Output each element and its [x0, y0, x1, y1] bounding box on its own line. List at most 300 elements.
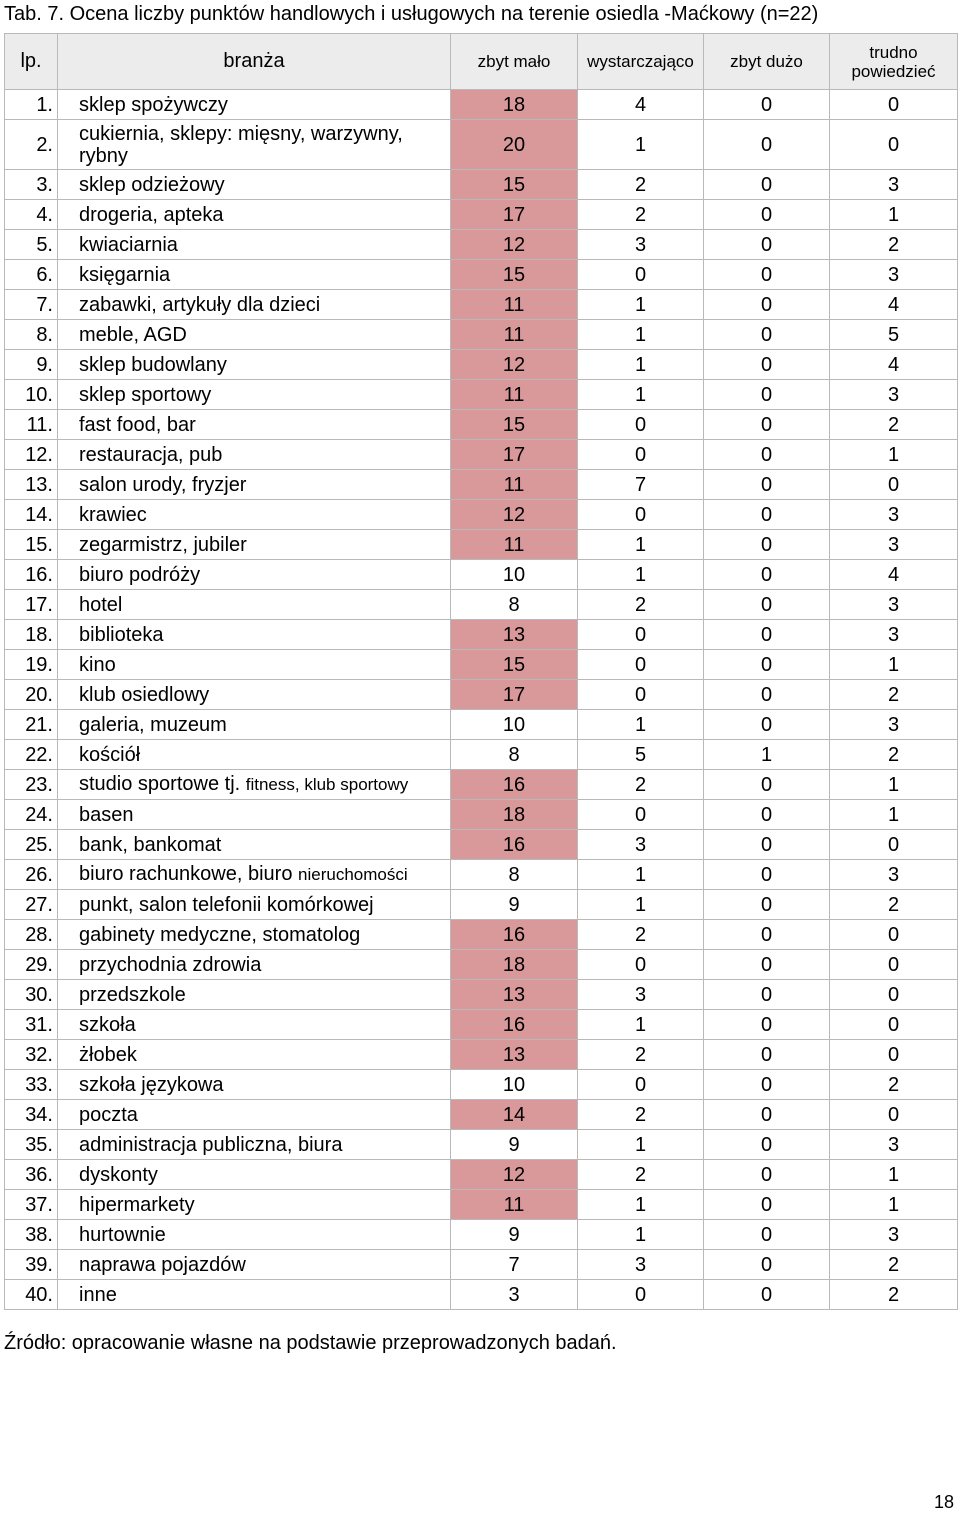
row-branza [58, 440, 451, 470]
branza-text: biuro rachunkowe, biuro [79, 863, 299, 885]
row-number: 28. [5, 920, 58, 950]
cell-zbyt-duzo: 0 [704, 980, 830, 1010]
table-row [5, 830, 958, 860]
cell-trudno: 2 [830, 680, 958, 710]
row-number: 6. [5, 260, 58, 290]
row-number: 37. [5, 1190, 58, 1220]
cell-zbyt-duzo: 0 [704, 560, 830, 590]
cell-zbyt-malo: 15 [451, 650, 578, 680]
row-branza [58, 470, 451, 500]
cell-wystarczajaco: 1 [578, 530, 704, 560]
table-row [5, 260, 958, 290]
row-branza [58, 770, 451, 800]
table-row [5, 470, 958, 500]
data-table [4, 33, 958, 1310]
branza-text: cukiernia, sklepy: mięsny, warzywny, rybny [79, 122, 403, 167]
row-number: 23. [5, 770, 58, 800]
cell-zbyt-duzo: 0 [704, 500, 830, 530]
row-branza [58, 1070, 451, 1100]
cell-wystarczajaco: 1 [578, 290, 704, 320]
branza-text: restauracja, pub [79, 443, 223, 466]
cell-trudno: 4 [830, 560, 958, 590]
cell-wystarczajaco: 0 [578, 1280, 704, 1310]
table-row [5, 290, 958, 320]
branza-text: inne [79, 1283, 117, 1306]
cell-zbyt-malo: 14 [451, 1100, 578, 1130]
table-row [5, 890, 958, 920]
table-row [5, 590, 958, 620]
cell-wystarczajaco: 0 [578, 620, 704, 650]
cell-zbyt-malo: 15 [451, 260, 578, 290]
row-branza [58, 530, 451, 560]
cell-zbyt-duzo: 0 [704, 200, 830, 230]
table-row [5, 920, 958, 950]
table-row [5, 650, 958, 680]
cell-zbyt-duzo: 0 [704, 170, 830, 200]
cell-wystarczajaco: 1 [578, 350, 704, 380]
row-number: 17. [5, 590, 58, 620]
cell-trudno: 1 [830, 440, 958, 470]
cell-zbyt-duzo: 0 [704, 860, 830, 890]
row-branza [58, 90, 451, 120]
cell-zbyt-duzo: 0 [704, 920, 830, 950]
cell-zbyt-malo: 12 [451, 500, 578, 530]
cell-wystarczajaco: 7 [578, 470, 704, 500]
cell-zbyt-malo: 10 [451, 560, 578, 590]
cell-wystarczajaco: 0 [578, 650, 704, 680]
table-row [5, 1100, 958, 1130]
table-row [5, 320, 958, 350]
cell-zbyt-duzo: 0 [704, 950, 830, 980]
branza-text: szkoła [79, 1013, 136, 1036]
branza-text: naprawa pojazdów [79, 1253, 246, 1276]
branza-text: basen [79, 803, 134, 826]
row-branza [58, 290, 451, 320]
row-branza [58, 860, 451, 890]
cell-trudno: 2 [830, 740, 958, 770]
cell-zbyt-malo: 16 [451, 920, 578, 950]
row-branza [58, 380, 451, 410]
cell-zbyt-malo: 18 [451, 950, 578, 980]
row-number: 29. [5, 950, 58, 980]
cell-zbyt-malo: 16 [451, 770, 578, 800]
branza-text-small: nieruchomości [298, 865, 408, 884]
cell-trudno: 3 [830, 1220, 958, 1250]
cell-zbyt-malo: 9 [451, 890, 578, 920]
table-row [5, 230, 958, 260]
cell-zbyt-malo: 12 [451, 1160, 578, 1190]
row-branza [58, 980, 451, 1010]
table-caption: Tab. 7. Ocena liczby punktów handlowych i usługowych na terenie osiedla -Maćkowy (n=22) [4, 3, 819, 25]
branza-text: galeria, muzeum [79, 713, 227, 736]
cell-zbyt-duzo: 0 [704, 710, 830, 740]
cell-zbyt-malo: 8 [451, 860, 578, 890]
cell-trudno: 0 [830, 1040, 958, 1070]
row-number: 13. [5, 470, 58, 500]
table-row [5, 380, 958, 410]
row-number: 10. [5, 380, 58, 410]
row-number: 22. [5, 740, 58, 770]
row-number: 40. [5, 1280, 58, 1310]
row-branza [58, 410, 451, 440]
row-number: 15. [5, 530, 58, 560]
row-branza [58, 1130, 451, 1160]
row-number: 9. [5, 350, 58, 380]
cell-wystarczajaco: 1 [578, 1190, 704, 1220]
source-note: Źródło: opracowanie własne na podstawie przeprowadzonych badań. [4, 1332, 617, 1354]
cell-zbyt-duzo: 0 [704, 470, 830, 500]
cell-trudno: 0 [830, 120, 958, 170]
row-number: 31. [5, 1010, 58, 1040]
row-number: 32. [5, 1040, 58, 1070]
table-row [5, 1010, 958, 1040]
cell-zbyt-malo: 15 [451, 410, 578, 440]
cell-trudno: 0 [830, 90, 958, 120]
cell-zbyt-malo: 9 [451, 1130, 578, 1160]
branza-text: sklep budowlany [79, 353, 227, 376]
header-lp: lp. [5, 34, 58, 90]
branza-text: sklep sportowy [79, 383, 212, 406]
cell-trudno: 1 [830, 1190, 958, 1220]
branza-text: punkt, salon telefonii komórkowej [79, 893, 374, 916]
cell-zbyt-malo: 18 [451, 800, 578, 830]
cell-wystarczajaco: 4 [578, 90, 704, 120]
cell-trudno: 0 [830, 950, 958, 980]
cell-wystarczajaco: 3 [578, 980, 704, 1010]
branza-text: dyskonty [79, 1163, 158, 1186]
cell-zbyt-duzo: 0 [704, 680, 830, 710]
cell-zbyt-malo: 20 [451, 120, 578, 170]
row-number: 27. [5, 890, 58, 920]
cell-zbyt-malo: 18 [451, 90, 578, 120]
table-row [5, 560, 958, 590]
table-row [5, 1130, 958, 1160]
branza-text: hotel [79, 593, 123, 616]
cell-zbyt-duzo: 0 [704, 120, 830, 170]
cell-zbyt-malo: 9 [451, 1220, 578, 1250]
cell-trudno: 1 [830, 770, 958, 800]
branza-text: klub osiedlowy [79, 683, 210, 706]
table-row [5, 1040, 958, 1070]
table-row [5, 800, 958, 830]
branza-text: salon urody, fryzjer [79, 473, 247, 496]
cell-wystarczajaco: 1 [578, 860, 704, 890]
row-branza [58, 590, 451, 620]
cell-trudno: 2 [830, 230, 958, 260]
branza-text-small: fitness, klub sportowy [245, 775, 409, 794]
table-row [5, 980, 958, 1010]
cell-wystarczajaco: 2 [578, 200, 704, 230]
table-row [5, 1160, 958, 1190]
cell-zbyt-duzo: 1 [704, 740, 830, 770]
cell-wystarczajaco: 3 [578, 230, 704, 260]
row-branza [58, 650, 451, 680]
cell-wystarczajaco: 1 [578, 710, 704, 740]
cell-wystarczajaco: 3 [578, 1250, 704, 1280]
cell-zbyt-duzo: 0 [704, 650, 830, 680]
table-row [5, 1280, 958, 1310]
header-trudno-powiedziec: trudno powiedzieć [830, 34, 958, 90]
header-branza: branża [58, 34, 451, 90]
header-wystarczajaco: wystarczająco [578, 34, 704, 90]
row-branza [58, 120, 451, 170]
branza-text: krawiec [79, 503, 147, 526]
cell-trudno: 0 [830, 1010, 958, 1040]
cell-zbyt-malo: 12 [451, 350, 578, 380]
cell-zbyt-duzo: 0 [704, 770, 830, 800]
cell-trudno: 4 [830, 290, 958, 320]
cell-wystarczajaco: 3 [578, 830, 704, 860]
row-branza [58, 680, 451, 710]
row-number: 25. [5, 830, 58, 860]
row-number: 34. [5, 1100, 58, 1130]
branza-text: biblioteka [79, 623, 164, 646]
branza-text: gabinety medyczne, stomatolog [79, 923, 361, 946]
cell-zbyt-malo: 10 [451, 1070, 578, 1100]
cell-trudno: 0 [830, 980, 958, 1010]
cell-zbyt-malo: 17 [451, 440, 578, 470]
cell-wystarczajaco: 5 [578, 740, 704, 770]
cell-wystarczajaco: 1 [578, 320, 704, 350]
row-number: 16. [5, 560, 58, 590]
row-number: 2. [5, 120, 58, 170]
row-number: 1. [5, 90, 58, 120]
row-branza [58, 1040, 451, 1070]
branza-text: meble, AGD [79, 323, 187, 346]
row-number: 36. [5, 1160, 58, 1190]
cell-zbyt-duzo: 0 [704, 1130, 830, 1160]
branza-text: kościół [79, 743, 141, 766]
row-number: 18. [5, 620, 58, 650]
row-number: 4. [5, 200, 58, 230]
table-row [5, 530, 958, 560]
cell-zbyt-malo: 11 [451, 380, 578, 410]
table-row [5, 90, 958, 120]
row-branza [58, 710, 451, 740]
row-branza [58, 800, 451, 830]
row-branza [58, 920, 451, 950]
row-branza [58, 170, 451, 200]
cell-trudno: 0 [830, 1100, 958, 1130]
cell-trudno: 2 [830, 1280, 958, 1310]
cell-trudno: 1 [830, 800, 958, 830]
row-branza [58, 500, 451, 530]
row-number: 24. [5, 800, 58, 830]
table-body [5, 90, 958, 1310]
table-row [5, 410, 958, 440]
cell-zbyt-malo: 3 [451, 1280, 578, 1310]
cell-wystarczajaco: 2 [578, 1040, 704, 1070]
row-branza [58, 1190, 451, 1220]
cell-wystarczajaco: 1 [578, 1220, 704, 1250]
cell-zbyt-duzo: 0 [704, 1280, 830, 1310]
branza-text: zabawki, artykuły dla dzieci [79, 293, 321, 316]
cell-zbyt-duzo: 0 [704, 890, 830, 920]
table-row [5, 1070, 958, 1100]
row-number: 38. [5, 1220, 58, 1250]
table-row [5, 500, 958, 530]
cell-trudno: 5 [830, 320, 958, 350]
cell-zbyt-malo: 8 [451, 590, 578, 620]
cell-zbyt-duzo: 0 [704, 590, 830, 620]
cell-zbyt-duzo: 0 [704, 350, 830, 380]
page-number: 18 [933, 1492, 954, 1512]
row-branza [58, 350, 451, 380]
table-row [5, 770, 958, 800]
branza-text: księgarnia [79, 263, 171, 286]
row-number: 30. [5, 980, 58, 1010]
cell-trudno: 3 [830, 380, 958, 410]
cell-wystarczajaco: 2 [578, 920, 704, 950]
row-branza [58, 260, 451, 290]
row-number: 8. [5, 320, 58, 350]
cell-zbyt-duzo: 0 [704, 260, 830, 290]
cell-zbyt-malo: 11 [451, 320, 578, 350]
cell-trudno: 3 [830, 260, 958, 290]
cell-wystarczajaco: 1 [578, 560, 704, 590]
cell-wystarczajaco: 1 [578, 380, 704, 410]
cell-zbyt-malo: 13 [451, 1040, 578, 1070]
cell-wystarczajaco: 0 [578, 260, 704, 290]
table-row [5, 200, 958, 230]
cell-wystarczajaco: 0 [578, 800, 704, 830]
cell-wystarczajaco: 1 [578, 1010, 704, 1040]
table-row [5, 680, 958, 710]
table-row [5, 620, 958, 650]
cell-zbyt-duzo: 0 [704, 1250, 830, 1280]
cell-zbyt-malo: 10 [451, 710, 578, 740]
row-number: 39. [5, 1250, 58, 1280]
cell-trudno: 2 [830, 410, 958, 440]
branza-text: drogeria, apteka [79, 203, 224, 226]
row-branza [58, 890, 451, 920]
cell-wystarczajaco: 0 [578, 1070, 704, 1100]
cell-zbyt-duzo: 0 [704, 320, 830, 350]
row-branza [58, 1010, 451, 1040]
row-number: 26. [5, 860, 58, 890]
branza-text: fast food, bar [79, 413, 196, 436]
row-branza [58, 1250, 451, 1280]
cell-trudno: 3 [830, 860, 958, 890]
cell-trudno: 2 [830, 890, 958, 920]
cell-wystarczajaco: 1 [578, 120, 704, 170]
row-number: 35. [5, 1130, 58, 1160]
cell-trudno: 3 [830, 1130, 958, 1160]
branza-text: poczta [79, 1103, 138, 1126]
table-row [5, 120, 958, 170]
row-number: 11. [5, 410, 58, 440]
cell-zbyt-malo: 17 [451, 680, 578, 710]
cell-trudno: 1 [830, 650, 958, 680]
table-row [5, 860, 958, 890]
row-branza [58, 1100, 451, 1130]
row-number: 21. [5, 710, 58, 740]
branza-text: administracja publiczna, biura [79, 1133, 343, 1156]
cell-trudno: 0 [830, 470, 958, 500]
cell-zbyt-duzo: 0 [704, 410, 830, 440]
cell-zbyt-duzo: 0 [704, 830, 830, 860]
cell-zbyt-malo: 12 [451, 230, 578, 260]
row-branza [58, 320, 451, 350]
header-zbyt-duzo: zbyt dużo [704, 34, 830, 90]
row-branza [58, 830, 451, 860]
row-branza [58, 950, 451, 980]
cell-zbyt-malo: 8 [451, 740, 578, 770]
cell-zbyt-malo: 13 [451, 980, 578, 1010]
row-number: 14. [5, 500, 58, 530]
header-zbyt-malo: zbyt mało [451, 34, 578, 90]
row-branza [58, 1160, 451, 1190]
cell-wystarczajaco: 0 [578, 410, 704, 440]
cell-zbyt-duzo: 0 [704, 1160, 830, 1190]
cell-zbyt-malo: 16 [451, 1010, 578, 1040]
cell-zbyt-duzo: 0 [704, 530, 830, 560]
cell-trudno: 2 [830, 1250, 958, 1280]
cell-zbyt-duzo: 0 [704, 90, 830, 120]
cell-wystarczajaco: 2 [578, 590, 704, 620]
table-row [5, 740, 958, 770]
cell-zbyt-duzo: 0 [704, 1040, 830, 1070]
cell-zbyt-duzo: 0 [704, 800, 830, 830]
row-branza [58, 1280, 451, 1310]
branza-text: hurtownie [79, 1223, 166, 1246]
branza-text: przedszkole [79, 983, 186, 1006]
table-row [5, 950, 958, 980]
cell-trudno: 3 [830, 620, 958, 650]
cell-zbyt-malo: 15 [451, 170, 578, 200]
cell-wystarczajaco: 1 [578, 890, 704, 920]
row-number: 33. [5, 1070, 58, 1100]
branza-text: kino [79, 653, 116, 676]
cell-zbyt-duzo: 0 [704, 620, 830, 650]
row-branza [58, 560, 451, 590]
cell-zbyt-malo: 16 [451, 830, 578, 860]
cell-zbyt-malo: 11 [451, 1190, 578, 1220]
table-row [5, 710, 958, 740]
cell-zbyt-malo: 11 [451, 290, 578, 320]
cell-wystarczajaco: 0 [578, 440, 704, 470]
row-branza [58, 1220, 451, 1250]
cell-zbyt-duzo: 0 [704, 1070, 830, 1100]
cell-wystarczajaco: 2 [578, 1160, 704, 1190]
cell-wystarczajaco: 2 [578, 170, 704, 200]
cell-zbyt-duzo: 0 [704, 440, 830, 470]
branza-text: zegarmistrz, jubiler [79, 533, 247, 556]
row-number: 19. [5, 650, 58, 680]
row-number: 5. [5, 230, 58, 260]
branza-text: przychodnia zdrowia [79, 953, 262, 976]
row-number: 20. [5, 680, 58, 710]
table-row [5, 1250, 958, 1280]
cell-trudno: 3 [830, 500, 958, 530]
cell-zbyt-malo: 11 [451, 470, 578, 500]
cell-zbyt-duzo: 0 [704, 1220, 830, 1250]
cell-trudno: 3 [830, 710, 958, 740]
row-branza [58, 200, 451, 230]
cell-zbyt-duzo: 0 [704, 380, 830, 410]
cell-wystarczajaco: 0 [578, 500, 704, 530]
branza-text: bank, bankomat [79, 833, 222, 856]
cell-wystarczajaco: 2 [578, 1100, 704, 1130]
branza-text: biuro podróży [79, 563, 201, 586]
cell-trudno: 2 [830, 1070, 958, 1100]
cell-wystarczajaco: 0 [578, 950, 704, 980]
cell-trudno: 1 [830, 1160, 958, 1190]
row-number: 3. [5, 170, 58, 200]
row-number: 12. [5, 440, 58, 470]
cell-zbyt-malo: 17 [451, 200, 578, 230]
cell-wystarczajaco: 1 [578, 1130, 704, 1160]
